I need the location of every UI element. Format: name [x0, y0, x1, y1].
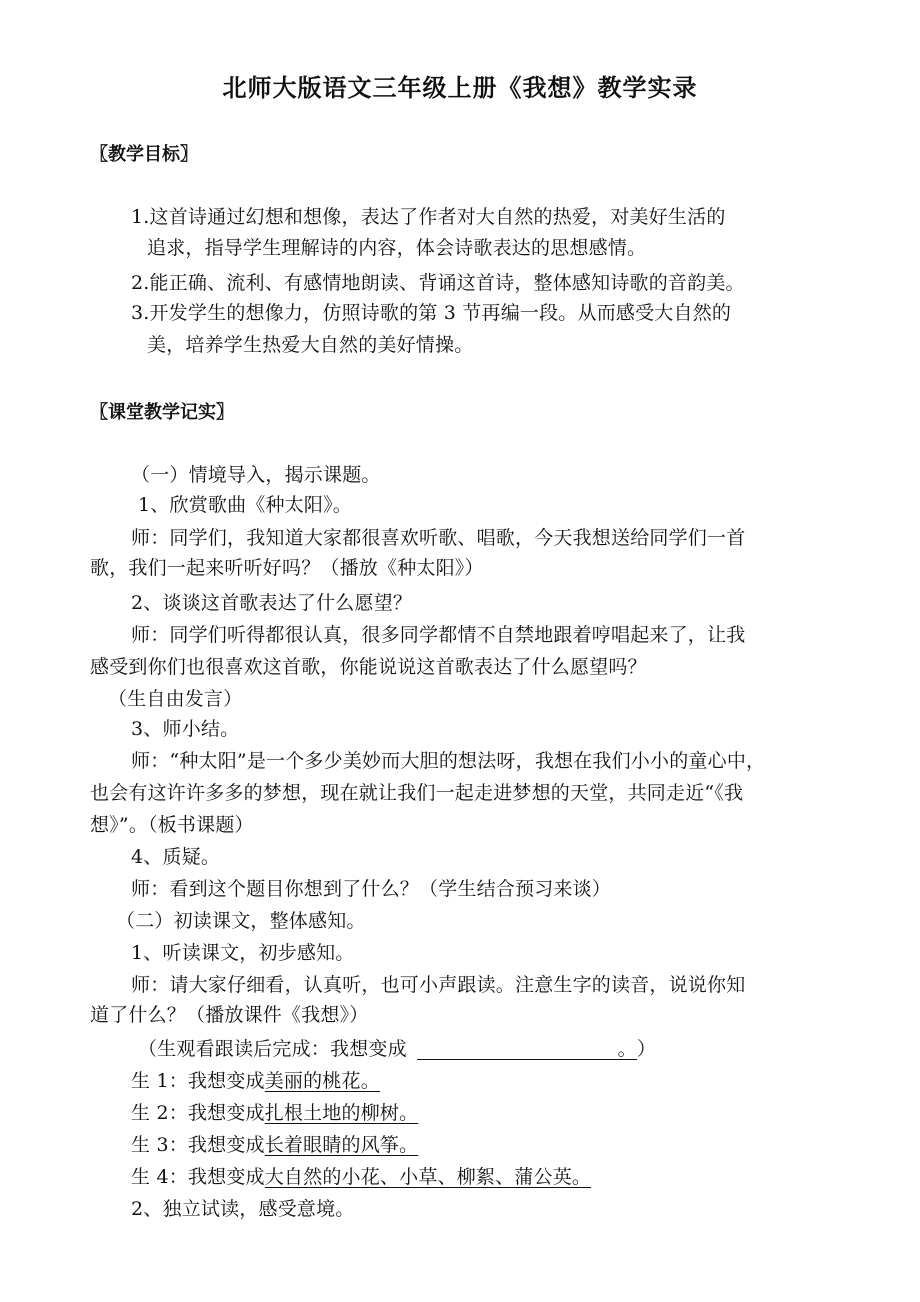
- answer-text: 大自然的小花、小草、柳絮、蒲公英。: [264, 1166, 592, 1188]
- answer-label: 生 3：我想变成: [131, 1134, 265, 1156]
- fill-prompt-suffix: ）: [636, 1038, 657, 1060]
- answer-line: [131, 1164, 591, 1190]
- record-line: 4、质疑。: [131, 846, 221, 868]
- answer-label: 生 2：我想变成: [131, 1102, 265, 1124]
- goals-heading: 〖教学目标〗: [90, 144, 198, 165]
- record-line: 师：“种太阳”是一个多少美妙而大胆的想法呀，我想在我们小小的童心中，: [131, 750, 766, 772]
- record-line: 道了什么？（播放课件《我想》）: [90, 1004, 369, 1026]
- record-line: 也会有这许许多多的梦想，现在就让我们一起走进梦想的天堂，共同走近“《我: [90, 782, 744, 804]
- goal-line: 3.开发学生的想像力，仿照诗歌的第 3 节再编一段。从而感受大自然的: [131, 302, 732, 324]
- record-line: 歌，我们一起来听听好吗？（播放《种太阳》）: [90, 557, 484, 579]
- record-line: 师：同学们，我知道大家都很喜欢听歌、唱歌，今天我想送给同学们一首: [131, 527, 746, 549]
- answer-text: 长着眼睛的风筝。: [264, 1134, 419, 1156]
- answer-line: [131, 1068, 380, 1094]
- record-line: （生自由发言）: [108, 688, 243, 710]
- record-line: 1、听读课文，初步感知。: [131, 942, 355, 964]
- record-line: （二）初读课文，整体感知。: [116, 910, 366, 932]
- goal-line: 2.能正确、流利、有感情地朗读、背诵这首诗，整体感知诗歌的音韵美。: [131, 272, 745, 294]
- record-line: 1、欣赏歌曲《种太阳》。: [138, 494, 352, 516]
- answer-text: 美丽的桃花。: [264, 1070, 380, 1092]
- answer-label: 生 4：我想变成: [131, 1166, 265, 1188]
- answer-label: 生 1：我想变成: [131, 1070, 265, 1092]
- record-heading: 〖课堂教学记实〗: [90, 402, 234, 423]
- record-line: 师：看到这个题目你想到了什么？（学生结合预习来谈）: [131, 878, 612, 900]
- goal-line: 追求，指导学生理解诗的内容，体会诗歌表达的思想感情。: [147, 237, 647, 259]
- record-line: 3、师小结。: [131, 718, 240, 740]
- record-line: 感受到你们也很喜欢这首歌，你能说说这首歌表达了什么愿望吗？: [90, 656, 647, 678]
- fill-blank-end: 。: [617, 1038, 637, 1060]
- record-line: 师：同学们听得都很认真，很多同学都情不自禁地跟着哼唱起来了，让我: [131, 624, 746, 646]
- answer-line: [131, 1132, 418, 1158]
- record-line: （一）情境导入，揭示课题。: [131, 464, 381, 486]
- fill-prompt-prefix: （生观看跟读后完成：我想变成: [138, 1038, 407, 1060]
- page-title: 北师大版语文三年级上册《我想》教学实录: [222, 74, 698, 102]
- answer-text: 扎根土地的柳树。: [264, 1102, 419, 1124]
- goal-line: 1.这首诗通过幻想和想像，表达了作者对大自然的热爱，对美好生活的: [131, 206, 726, 228]
- record-line: 师：请大家仔细看，认真听，也可小声跟读。注意生字的读音，说说你知: [131, 974, 746, 996]
- record-line: 想》”。（板书课题）: [90, 814, 254, 836]
- fill-blank: [417, 1039, 637, 1060]
- answer-line: [131, 1100, 418, 1126]
- record-line: 2、独立试读，感受意境。: [131, 1198, 355, 1220]
- record-line: 2、谈谈这首歌表达了什么愿望？: [131, 592, 413, 614]
- fill-prompt: [138, 1036, 656, 1062]
- goal-line: 美，培养学生热爱大自然的美好情操。: [147, 334, 474, 356]
